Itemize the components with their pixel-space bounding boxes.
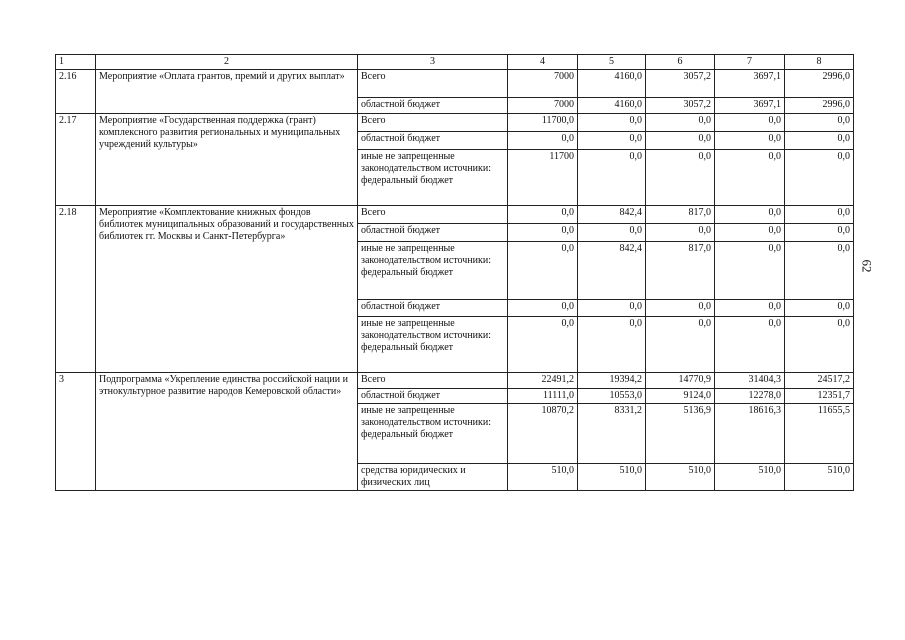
value-cell: 0,0 bbox=[785, 224, 854, 242]
value-cell: 3057,2 bbox=[646, 70, 715, 98]
value-cell bbox=[508, 317, 578, 373]
value-cell: 18616,3 bbox=[715, 404, 785, 464]
value-cell: 31404,3 bbox=[715, 373, 785, 389]
value-cell: 0,0 bbox=[578, 132, 646, 150]
source-label: иные не запрещенные законодательством источники: федеральный бюджет bbox=[358, 150, 508, 206]
value-cell: 842,4 bbox=[578, 242, 646, 300]
value-cell: 510,0 bbox=[508, 464, 578, 491]
value-cell-text: 0,0 bbox=[561, 318, 574, 329]
table-row bbox=[56, 373, 854, 389]
value-cell: 0,0 bbox=[785, 206, 854, 224]
source-label: Всего bbox=[358, 70, 508, 98]
value-cell: 510,0 bbox=[715, 464, 785, 491]
value-cell: 0,0 bbox=[508, 242, 578, 300]
page-number: 62 bbox=[859, 259, 875, 273]
source-label: Всего bbox=[358, 114, 508, 132]
value-cell: 0,0 bbox=[785, 114, 854, 132]
value-cell: 842,4 bbox=[578, 206, 646, 224]
budget-table bbox=[55, 54, 854, 491]
value-cell: 0,0 bbox=[715, 317, 785, 373]
value-cell: 0,0 bbox=[578, 150, 646, 206]
source-label: областной бюджет bbox=[358, 389, 508, 404]
value-cell: 0,0 bbox=[715, 224, 785, 242]
value-cell: 0,0 bbox=[646, 114, 715, 132]
value-cell: 0,0 bbox=[715, 150, 785, 206]
value-cell: 11655,5 bbox=[785, 404, 854, 464]
value-cell: 0,0 bbox=[785, 132, 854, 150]
value-cell: 24517,2 bbox=[785, 373, 854, 389]
row-name: Мероприятие «Оплата грантов, премий и других выплат» bbox=[96, 70, 358, 114]
value-cell: 0,0 bbox=[646, 224, 715, 242]
table-row bbox=[56, 206, 854, 224]
value-cell: 0,0 bbox=[715, 114, 785, 132]
column-header: 6 bbox=[646, 55, 715, 70]
value-cell: 3697,1 bbox=[715, 98, 785, 114]
value-cell: 0,0 bbox=[646, 132, 715, 150]
value-cell: 3697,1 bbox=[715, 70, 785, 98]
value-cell: 11700,0 bbox=[508, 114, 578, 132]
value-cell: 3057,2 bbox=[646, 98, 715, 114]
row-code: 3 bbox=[56, 373, 96, 491]
value-cell: 0,0 bbox=[508, 132, 578, 150]
column-header: 3 bbox=[358, 55, 508, 70]
source-label: Всего bbox=[358, 373, 508, 389]
value-cell: 7000 bbox=[508, 98, 578, 114]
table-row bbox=[56, 114, 854, 132]
value-cell: 510,0 bbox=[578, 464, 646, 491]
row-code: 2.16 bbox=[56, 70, 96, 114]
value-cell: 0,0 bbox=[785, 150, 854, 206]
row-name: Подпрограмма «Укрепление единства российской нации и этнокультурное развитие народов Кемеровской области» bbox=[96, 373, 358, 491]
column-header: 2 bbox=[96, 55, 358, 70]
row-code: 2.17 bbox=[56, 114, 96, 206]
row-name: Мероприятие «Комплектование книжных фондов библиотек муниципальных образований и государственных библиотек гг. Москвы и Санкт-Петербурга» bbox=[96, 206, 358, 373]
value-cell: 19394,2 bbox=[578, 373, 646, 389]
value-cell: 0,0 bbox=[578, 317, 646, 373]
source-label: средства юридических и физических лиц bbox=[358, 464, 508, 491]
value-cell: 0,0 bbox=[508, 206, 578, 224]
value-cell: 8331,2 bbox=[578, 404, 646, 464]
column-header: 1 bbox=[56, 55, 96, 70]
value-cell: 4160,0 bbox=[578, 98, 646, 114]
value-cell: 2996,0 bbox=[785, 98, 854, 114]
value-cell: 12351,7 bbox=[785, 389, 854, 404]
source-label: Всего bbox=[358, 206, 508, 224]
value-cell: 22491,2 bbox=[508, 373, 578, 389]
value-cell: 0,0 bbox=[508, 224, 578, 242]
value-cell: 7000 bbox=[508, 70, 578, 98]
value-cell: 4160,0 bbox=[578, 70, 646, 98]
value-cell: 5136,9 bbox=[646, 404, 715, 464]
value-cell: 0,0 bbox=[578, 114, 646, 132]
value-cell: 0,0 bbox=[785, 242, 854, 300]
value-cell: 11111,0 bbox=[508, 389, 578, 404]
source-label: областной бюджет bbox=[358, 132, 508, 150]
source-label: областной бюджет bbox=[358, 300, 508, 317]
source-label: иные не запрещенные законодательством источники: федеральный бюджет bbox=[358, 242, 508, 300]
column-header: 5 bbox=[578, 55, 646, 70]
value-cell: 0,0 bbox=[785, 317, 854, 373]
value-cell: 0,0 bbox=[715, 242, 785, 300]
column-number-row bbox=[56, 55, 854, 70]
value-cell: 11700 bbox=[508, 150, 578, 206]
column-header: 4 bbox=[508, 55, 578, 70]
value-cell: 510,0 bbox=[785, 464, 854, 491]
value-cell: 0,0 bbox=[646, 317, 715, 373]
value-cell: 0,0 bbox=[715, 300, 785, 317]
source-label: иные не запрещенные законодательством источники: федеральный бюджет bbox=[358, 404, 508, 464]
value-cell: 0,0 bbox=[785, 300, 854, 317]
value-cell: 0,0 bbox=[715, 132, 785, 150]
value-cell: 817,0 bbox=[646, 242, 715, 300]
table-row bbox=[56, 70, 854, 98]
value-cell: 0,0 bbox=[508, 300, 578, 317]
value-cell: 0,0 bbox=[715, 206, 785, 224]
value-cell: 0,0 bbox=[578, 224, 646, 242]
value-cell: 2996,0 bbox=[785, 70, 854, 98]
row-name: Мероприятие «Государственная поддержка (грант) комплексного развития региональных и муниципальных учреждений культуры» bbox=[96, 114, 358, 206]
value-cell: 14770,9 bbox=[646, 373, 715, 389]
value-cell: 817,0 bbox=[646, 206, 715, 224]
value-cell: 510,0 bbox=[646, 464, 715, 491]
source-label: иные не запрещенные законодательством источники: федеральный бюджет bbox=[358, 317, 508, 373]
source-label: областной бюджет bbox=[358, 98, 508, 114]
source-label: областной бюджет bbox=[358, 224, 508, 242]
row-code: 2.18 bbox=[56, 206, 96, 373]
value-cell: 12278,0 bbox=[715, 389, 785, 404]
value-cell: 0,0 bbox=[578, 300, 646, 317]
value-cell: 10553,0 bbox=[578, 389, 646, 404]
column-header: 8 bbox=[785, 55, 854, 70]
value-cell: 0,0 bbox=[646, 150, 715, 206]
value-cell: 0,0 bbox=[646, 300, 715, 317]
column-header: 7 bbox=[715, 55, 785, 70]
value-cell: 9124,0 bbox=[646, 389, 715, 404]
value-cell: 10870,2 bbox=[508, 404, 578, 464]
